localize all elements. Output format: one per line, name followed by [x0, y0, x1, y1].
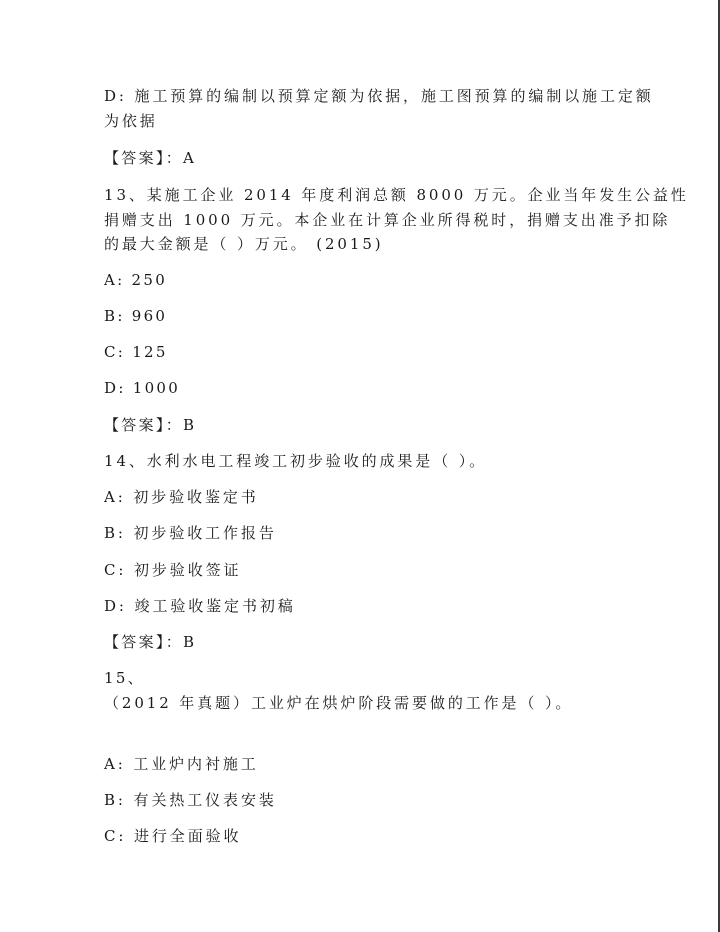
q15-option-c: C: 进行全面验收: [104, 827, 242, 845]
q14-answer: 【答案】：B: [104, 633, 197, 651]
q13-option-d: D: 1000: [104, 379, 181, 397]
q13-option-c: C: 125: [104, 343, 168, 361]
q12-option-d-line1: D: 施工预算的编制以预算定额为依据，施工图预算的编制以施工定额: [104, 87, 654, 105]
q13-stem-line3: 的最大金额是（ ）万元。 (2015): [104, 235, 384, 253]
q13-option-b: B: 960: [104, 307, 168, 325]
q14-option-b: B: 初步验收工作报告: [104, 524, 277, 542]
q12-option-d-line2: 为依据: [104, 112, 158, 130]
q15-option-b: B: 有关热工仪表安装: [104, 791, 277, 809]
q15-stem: （2012 年真题）工业炉在烘炉阶段需要做的工作是（ ）。: [104, 694, 574, 712]
q15-number: 15、: [104, 669, 145, 687]
q15-option-a: A: 工业炉内衬施工: [104, 755, 259, 773]
q12-answer: 【答案】：A: [104, 149, 197, 167]
q13-stem-line2: 捐赠支出 1000 万元。本企业在计算企业所得税时，捐赠支出准予扣除: [104, 211, 671, 229]
q14-option-a: A: 初步验收鉴定书: [104, 488, 259, 506]
q13-stem-line1: 13、某施工企业 2014 年度利润总额 8000 万元。企业当年发生公益性: [104, 186, 689, 204]
q14-stem: 14、水利水电工程竣工初步验收的成果是（ ）。: [104, 452, 488, 470]
q14-option-c: C: 初步验收签证: [104, 561, 242, 579]
q14-option-d: D: 竣工验收鉴定书初稿: [104, 597, 296, 615]
q13-answer: 【答案】：B: [104, 416, 197, 434]
q13-option-a: A: 250: [104, 271, 168, 289]
